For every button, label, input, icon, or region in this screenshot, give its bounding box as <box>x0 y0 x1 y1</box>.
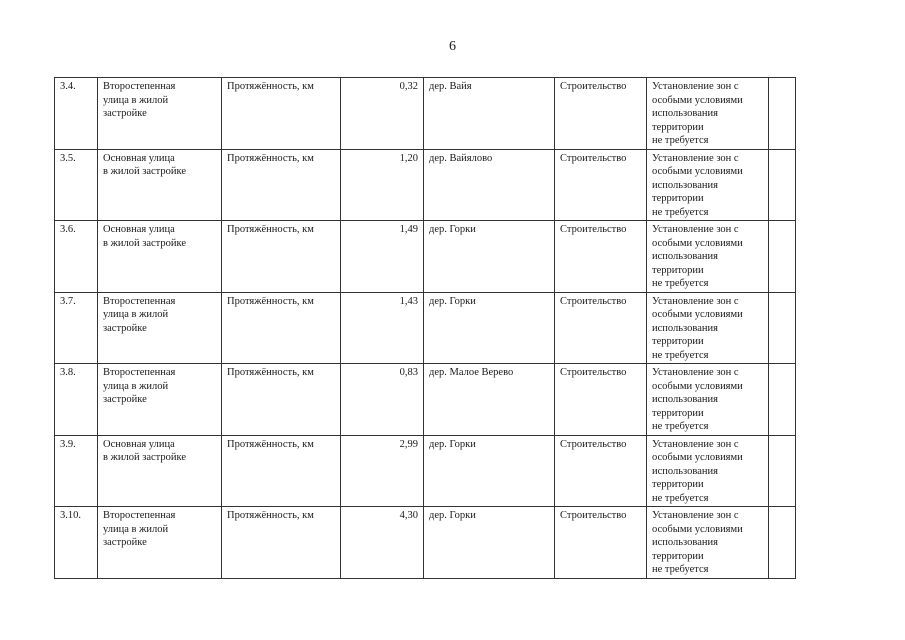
table-row <box>55 435 796 507</box>
cell-line: Установление зон с <box>652 224 739 235</box>
cell-line: особыми условиями <box>652 523 743 535</box>
cell-line: улица в жилой <box>103 523 169 535</box>
cell-line: территории <box>652 407 704 419</box>
row-number-cell: 3.6. <box>55 221 98 293</box>
zones-cell <box>647 78 769 150</box>
indicator-cell: Протяжённость, км <box>222 221 341 293</box>
value-cell: 4,30 <box>341 507 424 579</box>
indicator-cell: Протяжённость, км <box>222 78 341 150</box>
cell-line: улица в жилой <box>103 380 169 392</box>
table-row <box>55 292 796 364</box>
activity-cell: Строительство <box>555 292 647 364</box>
cell-line: использования <box>652 251 718 262</box>
cell-line: территории <box>652 121 704 133</box>
cell-line: особыми условиями <box>652 94 743 106</box>
cell-line: не требуется <box>652 492 709 504</box>
cell-line: Установление зон с <box>652 152 739 164</box>
cell-line: застройке <box>103 322 147 334</box>
extra-cell <box>769 364 796 436</box>
cell-line: Второстепенная <box>103 367 176 378</box>
cell-line: не требуется <box>652 349 709 361</box>
cell-line: в жилой застройке <box>103 452 186 463</box>
cell-line: Основная улица <box>103 152 175 164</box>
cell-line: не требуется <box>652 206 709 218</box>
value-cell: 1,43 <box>341 292 424 364</box>
cell-line: застройке <box>103 108 147 119</box>
table-row <box>55 78 796 150</box>
cell-line: территории <box>652 479 704 490</box>
extra-cell <box>769 221 796 293</box>
object-name-cell <box>98 78 222 150</box>
cell-line: не требуется <box>652 564 709 575</box>
indicator-cell: Протяжённость, км <box>222 507 341 579</box>
cell-line: не требуется <box>652 135 709 146</box>
table-row <box>55 364 796 436</box>
indicator-cell: Протяжённость, км <box>222 292 341 364</box>
cell-line: Установление зон с <box>652 367 739 378</box>
value-cell: 2,99 <box>341 435 424 507</box>
cell-line: в жилой застройке <box>103 237 186 249</box>
cell-line: территории <box>652 193 704 204</box>
row-number-cell: 3.5. <box>55 149 98 221</box>
indicator-cell: Протяжённость, км <box>222 364 341 436</box>
extra-cell <box>769 292 796 364</box>
extra-cell <box>769 149 796 221</box>
cell-line: использования <box>652 394 718 405</box>
extra-cell <box>769 507 796 579</box>
zones-cell <box>647 364 769 436</box>
location-cell: дер. Малое Верево <box>424 364 555 436</box>
cell-line: не требуется <box>652 421 709 432</box>
object-name-cell <box>98 221 222 293</box>
location-cell: дер. Горки <box>424 221 555 293</box>
cell-line: особыми условиями <box>652 166 743 177</box>
row-number-cell: 3.7. <box>55 292 98 364</box>
cell-line: не требуется <box>652 278 709 289</box>
location-cell: дер. Горки <box>424 292 555 364</box>
extra-cell <box>769 435 796 507</box>
activity-cell: Строительство <box>555 435 647 507</box>
cell-line: использования <box>652 537 718 548</box>
extra-cell <box>769 78 796 150</box>
cell-line: застройке <box>103 394 147 405</box>
cell-line: улица в жилой <box>103 309 169 320</box>
cell-line: в жилой застройке <box>103 166 186 177</box>
cell-line: территории <box>652 264 704 276</box>
activity-cell: Строительство <box>555 149 647 221</box>
zones-cell <box>647 149 769 221</box>
zones-cell <box>647 507 769 579</box>
cell-line: особыми условиями <box>652 452 743 463</box>
activity-cell: Строительство <box>555 78 647 150</box>
cell-line: Второстепенная <box>103 81 176 92</box>
cell-line: застройке <box>103 537 147 548</box>
cell-line: Основная улица <box>103 224 175 235</box>
cell-line: использования <box>652 108 718 119</box>
cell-line: территории <box>652 336 704 347</box>
value-cell: 0,32 <box>341 78 424 150</box>
location-cell: дер. Горки <box>424 435 555 507</box>
location-cell: дер. Горки <box>424 507 555 579</box>
cell-line: особыми условиями <box>652 237 743 249</box>
table-body <box>55 78 796 579</box>
page-number: 6 <box>449 39 456 54</box>
cell-line: использования <box>652 179 718 191</box>
cell-line: особыми условиями <box>652 309 743 320</box>
object-name-cell <box>98 292 222 364</box>
cell-line: Основная улица <box>103 438 175 450</box>
row-number-cell: 3.10. <box>55 507 98 579</box>
cell-line: Установление зон с <box>652 295 739 307</box>
cell-line: территории <box>652 550 704 562</box>
planning-table <box>54 77 796 579</box>
zones-cell <box>647 292 769 364</box>
activity-cell: Строительство <box>555 507 647 579</box>
cell-line: использования <box>652 465 718 477</box>
cell-line: Установление зон с <box>652 438 739 450</box>
location-cell: дер. Вайялово <box>424 149 555 221</box>
value-cell: 1,49 <box>341 221 424 293</box>
zones-cell <box>647 221 769 293</box>
cell-line: особыми условиями <box>652 380 743 392</box>
table-row <box>55 507 796 579</box>
row-number-cell: 3.8. <box>55 364 98 436</box>
cell-line: Установление зон с <box>652 510 739 521</box>
value-cell: 1,20 <box>341 149 424 221</box>
cell-line: использования <box>652 322 718 334</box>
object-name-cell <box>98 507 222 579</box>
location-cell: дер. Вайя <box>424 78 555 150</box>
activity-cell: Строительство <box>555 364 647 436</box>
cell-line: улица в жилой <box>103 94 169 106</box>
zones-cell <box>647 435 769 507</box>
indicator-cell: Протяжённость, км <box>222 435 341 507</box>
table-row <box>55 221 796 293</box>
cell-line: Второстепенная <box>103 295 176 307</box>
activity-cell: Строительство <box>555 221 647 293</box>
row-number-cell: 3.4. <box>55 78 98 150</box>
value-cell: 0,83 <box>341 364 424 436</box>
object-name-cell <box>98 364 222 436</box>
cell-line: Установление зон с <box>652 81 739 92</box>
object-name-cell <box>98 435 222 507</box>
indicator-cell: Протяжённость, км <box>222 149 341 221</box>
object-name-cell <box>98 149 222 221</box>
cell-line: Второстепенная <box>103 510 176 521</box>
row-number-cell: 3.9. <box>55 435 98 507</box>
table-row <box>55 149 796 221</box>
